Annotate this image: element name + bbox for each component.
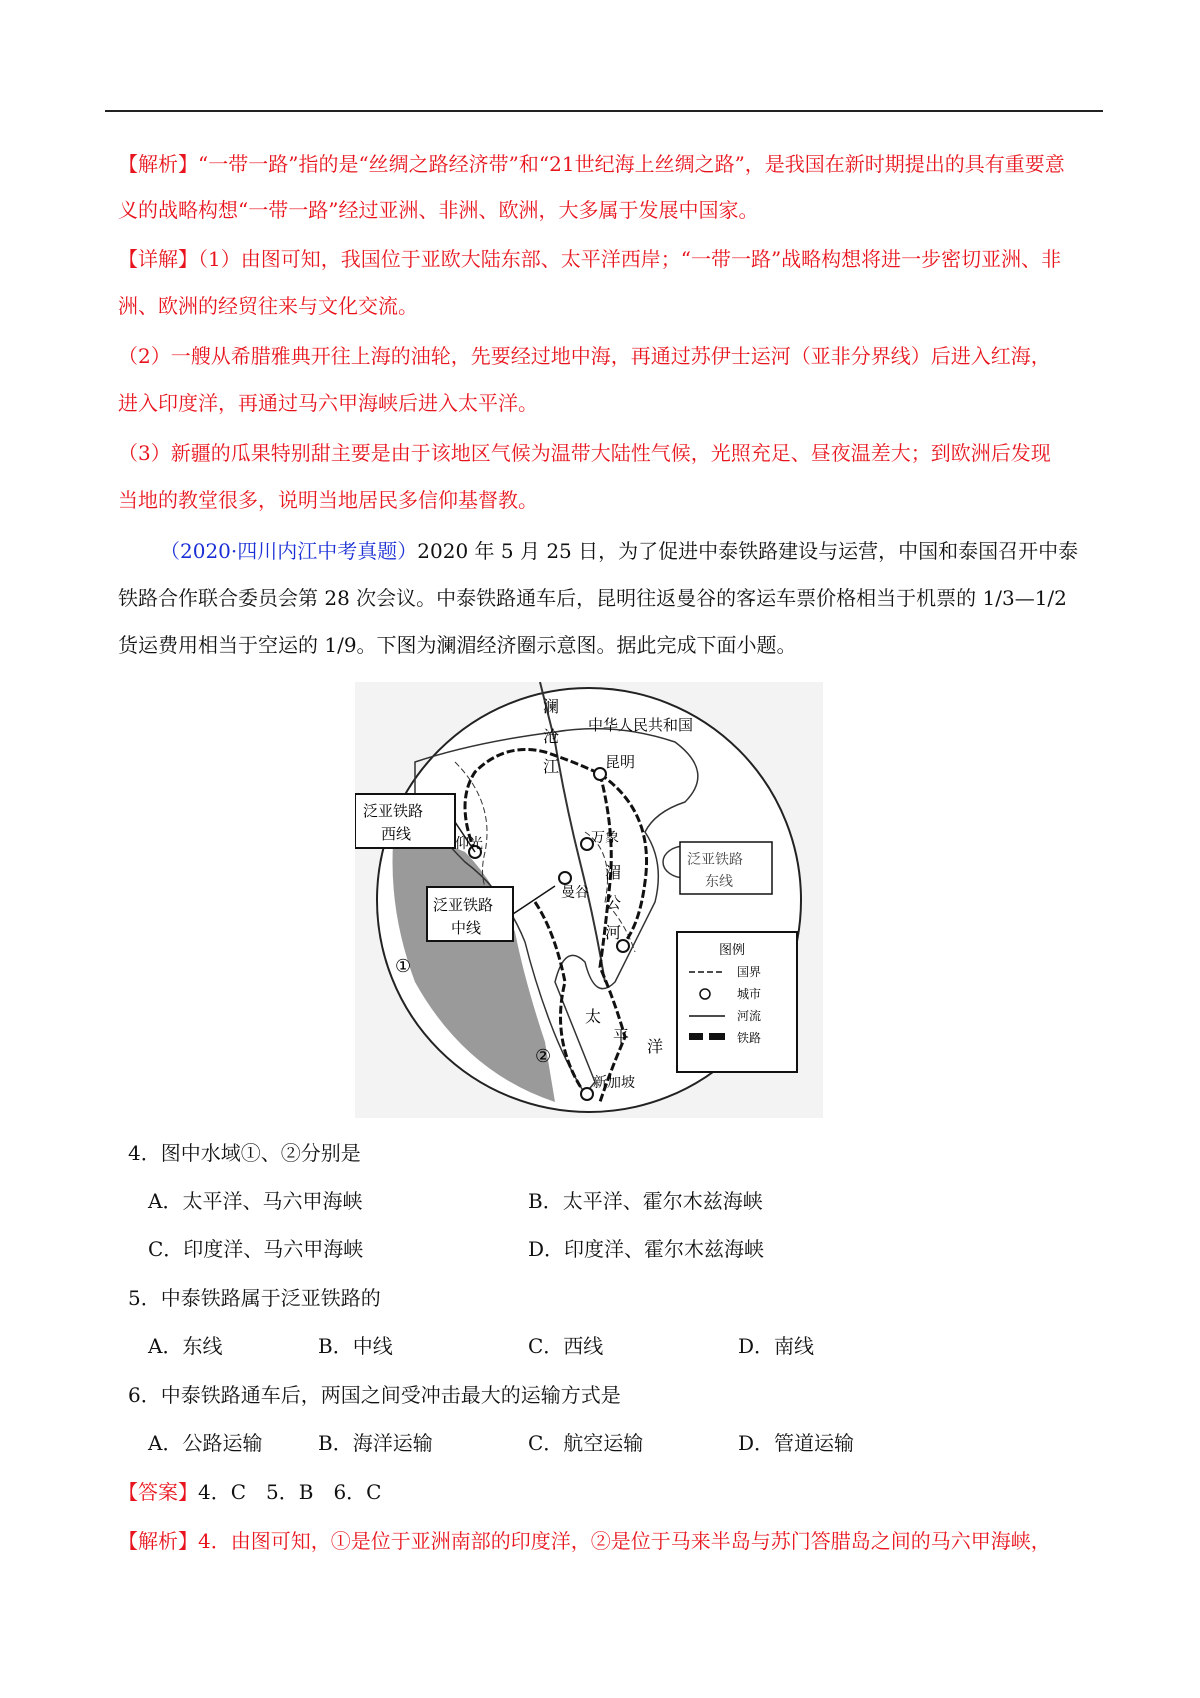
analysis-2-tag: 【解析】: [118, 1529, 198, 1553]
map-label-kunming: 昆明: [605, 753, 636, 771]
map-label-china: 中华人民共和国: [588, 716, 694, 734]
legend-border: 国界: [737, 965, 762, 979]
legend-city: 城市: [737, 987, 762, 1001]
detail-p3-line2: 当地的教堂很多，说明当地居民多信仰基督教。: [118, 488, 538, 512]
map-label-west-line-1: 泛亚铁路: [363, 802, 424, 820]
map-label-singapore: 新加坡: [593, 1075, 635, 1091]
header-rule: [105, 110, 1103, 112]
map-label-pacific-1: 太: [585, 1007, 602, 1026]
analysis-2-line: 【解析】4．由图可知，①是位于亚洲南部的印度洋，②是位于马来半岛与苏门答腊岛之间的马六甲海峡，: [118, 1529, 1051, 1553]
map-label-mekong-2: 公: [605, 893, 622, 912]
question-intro-line3: 货运费用相当于空运的 1/9。下图为澜湄经济圈示意图。据此完成下面小题。: [118, 633, 797, 657]
q6-option-d[interactable]: D．管道运输: [738, 1431, 855, 1455]
analysis-tag: 【解析】: [118, 152, 198, 176]
q5-option-a[interactable]: A．东线: [148, 1334, 223, 1358]
answer-line: 【答案】4．C 5．B 6．C: [118, 1480, 382, 1504]
q4-option-d[interactable]: D．印度洋、霍尔木兹海峡: [528, 1237, 765, 1261]
question-source: （2020·四川内江中考真题）: [160, 539, 418, 563]
map-label-mekong-3: 河: [605, 923, 622, 942]
question-intro-line1: （2020·四川内江中考真题）2020 年 5 月 25 日，为了促进中泰铁路建设与运营，中国和泰国召开中泰: [160, 539, 1079, 563]
question-6-stem: 6．中泰铁路通车后，两国之间受冲击最大的运输方式是: [128, 1383, 621, 1407]
map-label-vientiane: 万象: [591, 830, 619, 846]
q4-option-b[interactable]: B．太平洋、霍尔木兹海峡: [528, 1189, 763, 1213]
q6-option-c[interactable]: C．航空运输: [528, 1431, 644, 1455]
lancang-mekong-map: [355, 682, 823, 1118]
detail-tag: 【详解】: [118, 247, 198, 271]
analysis-line-2: 义的战略构想“一带一路”经过亚洲、非洲、欧洲，大多属于发展中国家。: [118, 198, 759, 222]
detail-p3-line1: （3）新疆的瓜果特别甜主要是由于该地区气候为温带大陆性气候，光照充足、昼夜温差大；到欧洲后发现: [118, 441, 1051, 465]
q5-option-d[interactable]: D．南线: [738, 1334, 815, 1358]
map-label-pacific-2: 平: [613, 1027, 630, 1046]
detail-p1-line2: 洲、欧洲的经贸往来与文化交流。: [118, 294, 418, 318]
detail-p2-line1: （2）一艘从希腊雅典开往上海的油轮，先要经过地中海，再通过苏伊士运河（亚非分界线）后进入红海，: [118, 344, 1051, 368]
map-label-bangkok: 曼谷: [561, 885, 589, 901]
q4-option-c[interactable]: C．印度洋、马六甲海峡: [148, 1237, 364, 1261]
map-label-pacific-3: 洋: [647, 1037, 664, 1056]
map-label-lancang-1: 澜: [543, 697, 560, 716]
map-label-central-line-2: 中线: [451, 919, 482, 937]
q5-option-c[interactable]: C．西线: [528, 1334, 604, 1358]
q6-option-a[interactable]: A．公路运输: [148, 1431, 263, 1455]
detail-p1-line1: 【详解】（1）由图可知，我国位于亚欧大陆东部、太平洋西岸；“一带一路”战略构想将进一步密切亚洲、非: [118, 247, 1062, 271]
map-label-central-line-1: 泛亚铁路: [433, 896, 494, 914]
question-5-stem: 5．中泰铁路属于泛亚铁路的: [128, 1286, 381, 1310]
q6-option-b[interactable]: B．海洋运输: [318, 1431, 433, 1455]
legend-title: 图例: [719, 943, 746, 958]
map-label-water-1: ①: [395, 956, 412, 977]
map-label-yangon: 仰光: [455, 836, 483, 852]
legend-river: 河流: [737, 1009, 762, 1023]
question-intro-line2: 铁路合作联合委员会第 28 次会议。中泰铁路通车后，昆明往返曼谷的客运车票价格相当于机票的 1/3—1/2: [118, 586, 1067, 610]
q5-option-b[interactable]: B．中线: [318, 1334, 393, 1358]
map-label-west-line-2: 西线: [381, 825, 412, 843]
analysis-line-1: 【解析】“一带一路”指的是“丝绸之路经济带”和“21世纪海上丝绸之路”，是我国在新时期提出的具有重要意: [118, 152, 1065, 176]
map-label-lancang-2: 沧: [543, 727, 560, 746]
map-label-lancang-3: 江: [543, 757, 560, 776]
q4-option-a[interactable]: A．太平洋、马六甲海峡: [148, 1189, 363, 1213]
question-4-stem: 4．图中水域①、②分别是: [128, 1141, 361, 1165]
answer-tag: 【答案】: [118, 1480, 198, 1504]
detail-p2-line2: 进入印度洋，再通过马六甲海峡后进入太平洋。: [118, 391, 538, 415]
legend-rail: 铁路: [737, 1031, 762, 1045]
map-label-water-2: ②: [535, 1046, 552, 1067]
map-label-mekong-1: 湄: [605, 863, 622, 882]
map-label-east-line-1: 泛亚铁路: [687, 852, 743, 868]
map-label-east-line-2: 东线: [705, 874, 733, 890]
